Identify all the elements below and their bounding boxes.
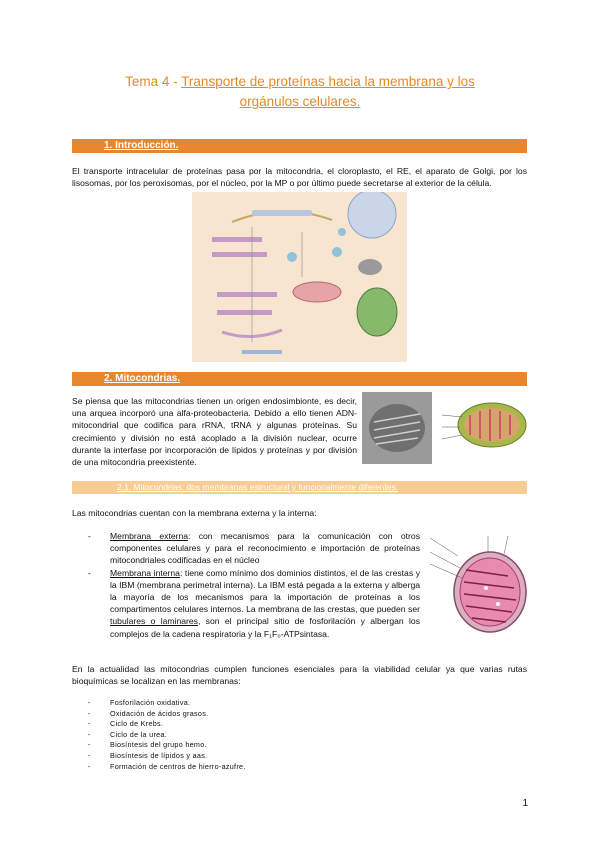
functions-list — [88, 698, 388, 772]
membranes-intro: Las mitocondrias cuentan con la membrana externa y la interna: — [72, 508, 317, 518]
title-line1: Transporte de proteínas hacia la membrana y los — [181, 74, 475, 89]
membrane-text: , son el principal sitio de fosforilación y albergan los complejos de la cadena respiratoria y la — [110, 616, 420, 639]
page-number: 1 — [522, 798, 528, 809]
title-line2: orgánulos celulares. — [239, 94, 361, 109]
list-item — [88, 530, 420, 567]
mitochondrion-illustration — [440, 397, 528, 457]
membrane-term: Membrana externa — [110, 531, 189, 541]
protein-transport-diagram — [192, 192, 407, 362]
list-item: - Ciclo de la urea. — [88, 730, 388, 741]
list-item: - Formación de centros de hierro-azufre. — [88, 762, 388, 773]
section-2-paragraph: Se piensa que las mitocondrias tienen un origen endosimbionte, es decir, una arquea incorporó una alfa-proteobacteria. Debido a ello tienen ADN-mitocondrial que codifica para rRNA, tRNA y algunas proteínas. Su crecimiento y división no está acoplado a la división nuclear, ocurre durante la interfase por incorporación de lípidos y proteínas y por división de una mitocondria preexistente. — [72, 396, 357, 468]
list-item: - Oxidación de ácidos grasos. — [88, 709, 388, 720]
section-1-header — [72, 139, 527, 153]
membrane-term: tubulares o laminares — [110, 616, 198, 627]
list-item: - Fosforilación oxidativa. — [88, 698, 388, 709]
subsection-2-1-heading: 2.1. Mitocondrias: dos membranas estructural y funcionalmente diferentes. — [117, 482, 399, 492]
title-prefix: Tema 4 - — [125, 74, 182, 89]
list-item — [88, 567, 420, 640]
section-1-heading: 1. Introducción. — [104, 140, 179, 151]
membrane-text: : con mecanismos para la comunicación con otros componentes celulares y para el reconocimiento e importación de proteínas mitocondriales codificadas en el núcleo — [110, 531, 420, 566]
functions-intro: En la actualidad las mitocondrias cumplen funciones esenciales para la viabilidad celular ya que varias rutas bioquímicas se localizan en las membranas: — [72, 664, 527, 687]
page-title — [60, 72, 540, 112]
membranes-list — [88, 530, 420, 640]
mitochondrion-cross-section — [428, 530, 528, 640]
section-2-heading: 2. Mitocondrias. — [104, 373, 181, 384]
list-item: - Biosíntesis del grupo hemo. — [88, 740, 388, 751]
section-2-header — [72, 372, 527, 386]
membrane-text: : tiene como mínimo dos dominios distintos, el de las crestas y la IBM (membrana perimetral interna). La IBM está pegada a la externa y alberga la mayoría de los mecanismos para la importación de proteínas a los compartimentos celulares internos. La membrana de las crestas, que pueden ser — [110, 567, 420, 615]
mitochondria-micrograph — [362, 392, 432, 464]
atp-synthase-text: F₁F₀-ATPsintasa. — [263, 628, 330, 639]
section-1-paragraph: El transporte intracelular de proteínas pasa por la mitocondria, el cloroplasto, el RE, el aparato de Golgi, por los lisosomas, por los peroxisomas, por el núcleo, por la MP o por último puede secretarse al exterior de la célula. — [72, 166, 527, 189]
subsection-2-1-header — [72, 481, 527, 494]
membrane-term: Membrana interna — [110, 567, 180, 578]
list-item: - Biosíntesis de lípidos y aas. — [88, 751, 388, 762]
list-item: - Ciclo de Krebs. — [88, 719, 388, 730]
